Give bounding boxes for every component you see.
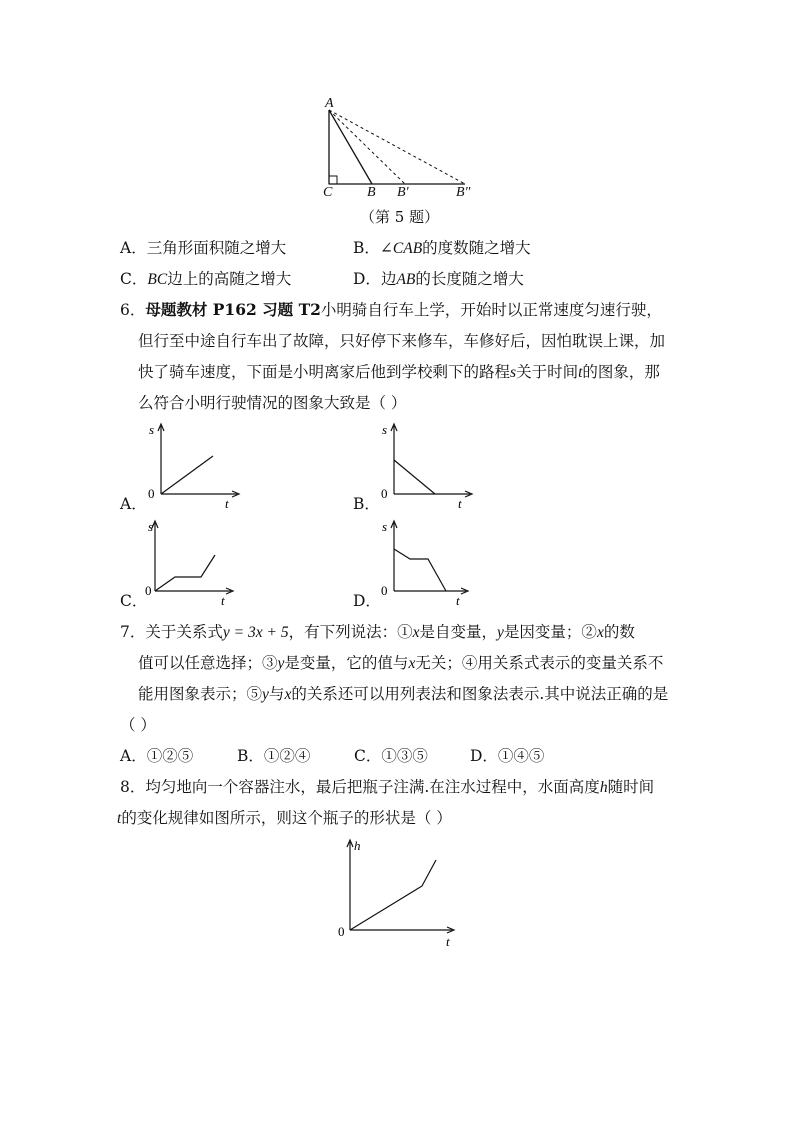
graph-b-label: B． [353, 495, 380, 513]
origin: 0 [381, 486, 388, 501]
graph-a [145, 420, 245, 512]
origin: 0 [338, 924, 345, 939]
label-b: B [367, 185, 376, 200]
q6-line-2: 但行至中途自行车出了故障，只好停下来修车，车修好后，因怕耽误上课，加 [138, 332, 666, 350]
question-number: 8． [120, 778, 146, 796]
graph-c-curve [155, 555, 215, 591]
axis-y: s [382, 422, 388, 437]
q7-option-d: D．①④⑤ [470, 747, 545, 765]
question-number: 7． [120, 623, 146, 641]
axis-x: t [225, 496, 229, 511]
graph-d-curve [394, 549, 446, 591]
q7-line-3: 能用图象表示；⑤y与x的关系还可以用列表法和图象法表示.其中说法正确的是 [138, 685, 669, 703]
label-a: A [325, 96, 334, 111]
q5-option-d: D．边AB的长度随之增大 [353, 270, 524, 288]
label-b-double-prime: B″ [456, 185, 471, 200]
graph-d-label: D． [353, 592, 381, 610]
axis-x: t [446, 934, 450, 949]
q7-line-4: （ ） [120, 716, 156, 734]
segment-ab1 [329, 110, 405, 184]
axis-y: s [382, 519, 388, 534]
graph-c-label: C． [120, 592, 148, 610]
q5-option-b: B．∠CAB的度数随之增大 [353, 239, 531, 257]
axis-y: h [354, 838, 361, 853]
q8-line-1: 8．均匀地向一个容器注水，最后把瓶子注满.在注水过程中，水面高度h随时间 [120, 778, 655, 796]
graph-b [378, 420, 478, 512]
option-letter: D． [353, 270, 381, 288]
q6-source-tag: 母题教材 P162 习题 T2 [145, 300, 321, 319]
graph-a-label: A． [120, 495, 147, 513]
segment-ab2 [329, 110, 465, 184]
q7-option-a: A．①②⑤ [120, 747, 194, 765]
q8-graph [330, 832, 460, 952]
right-angle-mark [329, 176, 337, 184]
axis-y: s [148, 519, 154, 534]
question-number: 6． [120, 301, 146, 319]
q7-line-2: 值可以任意选择；③y是变量，它的值与x无关；④用关系式表示的变量关系不 [138, 654, 664, 672]
q8-line-2: t的变化规律如图所示，则这个瓶子的形状是（ ） [117, 809, 452, 827]
axis-y: s [149, 422, 155, 437]
origin: 0 [381, 583, 388, 598]
q6-line-3: 快了骑车速度，下面是小明离家后他到学校剩下的路程s关于时间t的图象，那 [138, 363, 660, 381]
graph-d [378, 517, 478, 609]
axis-x: t [458, 496, 462, 511]
axis-x: t [456, 593, 460, 608]
option-letter: A． [120, 239, 147, 257]
q7-line-1: 7．关于关系式y = 3x + 5，有下列说法：①x是自变量，y是因变量；②x的数 [120, 623, 635, 641]
option-letter: C． [120, 270, 148, 288]
segment-ab [329, 110, 372, 184]
label-b-prime: B′ [397, 185, 409, 200]
q8-graph-curve [350, 860, 436, 930]
graph-a-curve [161, 456, 213, 494]
origin: 0 [145, 583, 152, 598]
label-c: C [323, 185, 333, 200]
figure-5-triangle [315, 92, 485, 200]
q6-line-1: 6．母题教材 P162 习题 T2小明骑自行车上学，开始时以正常速度匀速行驶， [120, 300, 662, 319]
q7-formula: y = 3x + 5 [222, 624, 289, 641]
q5-option-c: C．BC边上的高随之增大 [120, 270, 292, 288]
origin: 0 [148, 486, 155, 501]
option-letter: B． [353, 239, 380, 257]
graph-b-curve [394, 460, 435, 494]
q7-option-c: C．①③⑤ [354, 747, 428, 765]
axis-x: t [221, 593, 225, 608]
q5-option-a: A．三角形面积随之增大 [120, 239, 287, 257]
figure-5-caption: （第 5 题） [360, 208, 440, 226]
graph-c [145, 517, 245, 609]
q7-option-b: B．①②④ [237, 747, 311, 765]
q6-line-4: 么符合小明行驶情况的图象大致是（ ） [138, 394, 407, 412]
